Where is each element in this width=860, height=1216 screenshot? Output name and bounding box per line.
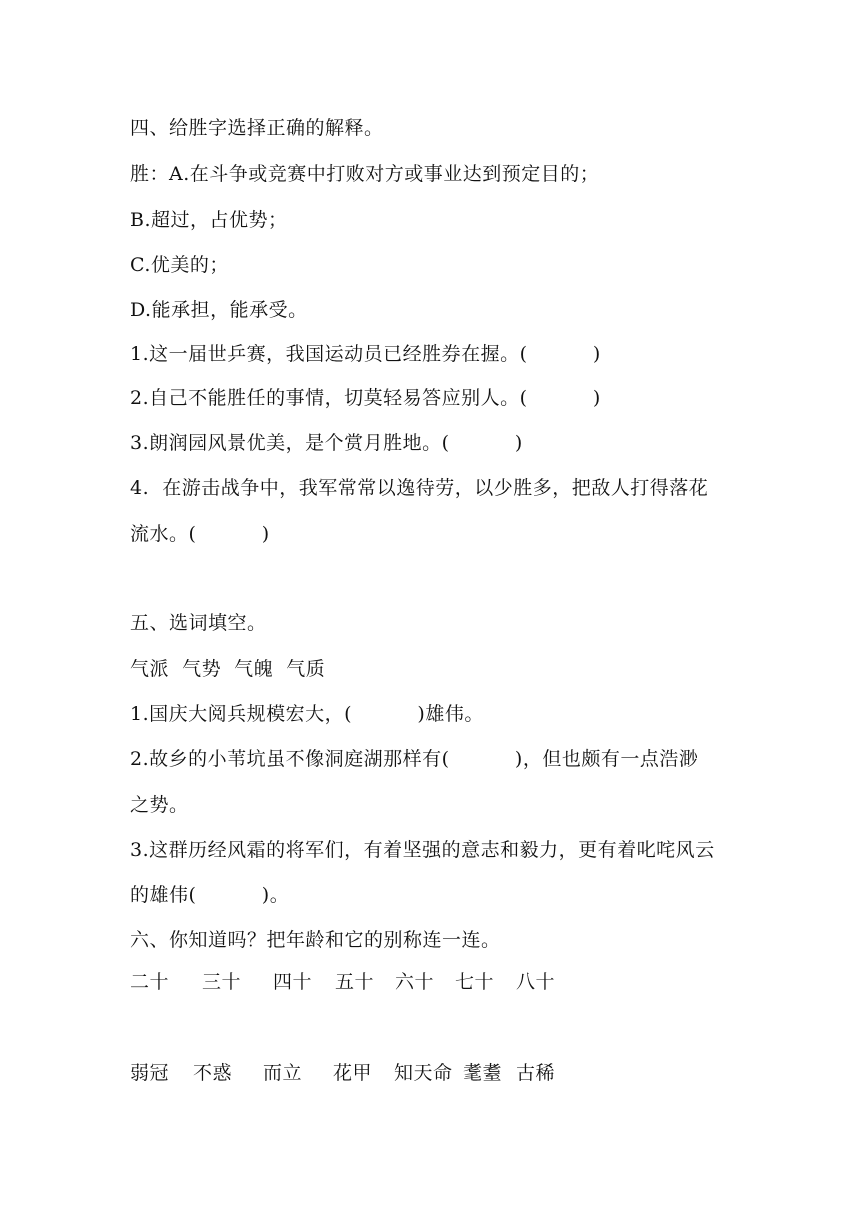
question-5-1: 1.国庆大阅兵规模宏大，( )雄伟。 [130,703,484,725]
alias-item: 而立 [263,1062,303,1084]
alias-item: 古稀 [516,1062,556,1084]
word-choices: 气派 气势 气魄 气质 [130,658,326,680]
question-4-4-line1: 4. 在游击战争中，我军常常以逸待劳，以少胜多，把敌人打得落花 [130,477,709,499]
alias-item: 耄耋 [463,1062,503,1084]
age-item: 三十 [202,971,242,993]
alias-item: 不惑 [193,1062,233,1084]
question-4-4-line2: 流水。( ) [130,523,270,545]
question-4-1: 1.这一届世乒赛，我国运动员已经胜券在握。( ) [130,343,601,365]
section4-title: 四、给胜字选择正确的解释。 [130,117,384,139]
age-item: 八十 [516,971,556,993]
alias-item: 知天命 [394,1062,453,1084]
age-item: 四十 [273,971,313,993]
alias-item: 弱冠 [130,1062,170,1084]
age-item: 七十 [455,971,495,993]
question-5-2-line1: 2.故乡的小苇坑虽不像洞庭湖那样有( )，但也颇有一点浩渺 [130,748,699,770]
definition-d: D.能承担，能承受。 [130,299,308,321]
section6-title: 六、你知道吗？把年龄和它的别称连一连。 [130,929,501,951]
question-5-3-line2: 的雄伟( )。 [130,884,290,906]
question-4-2: 2.自己不能胜任的事情，切莫轻易答应别人。( ) [130,387,601,409]
alias-item: 花甲 [333,1062,373,1084]
section5-title: 五、选词填空。 [130,612,267,634]
age-item: 五十 [335,971,375,993]
definition-b: B.超过，占优势； [130,209,288,231]
age-item: 二十 [130,971,170,993]
age-item: 六十 [395,971,435,993]
question-5-3-line1: 3.这群历经风霜的将军们，有着坚强的意志和毅力，更有着叱咤风云 [130,839,715,861]
definition-a: 胜：A.在斗争或竞赛中打败对方或事业达到预定目的； [130,163,600,185]
question-4-3: 3.朗润园风景优美，是个赏月胜地。( ) [130,432,523,454]
definition-c: C.优美的； [130,254,229,276]
question-5-2-line2: 之势。 [130,794,189,816]
